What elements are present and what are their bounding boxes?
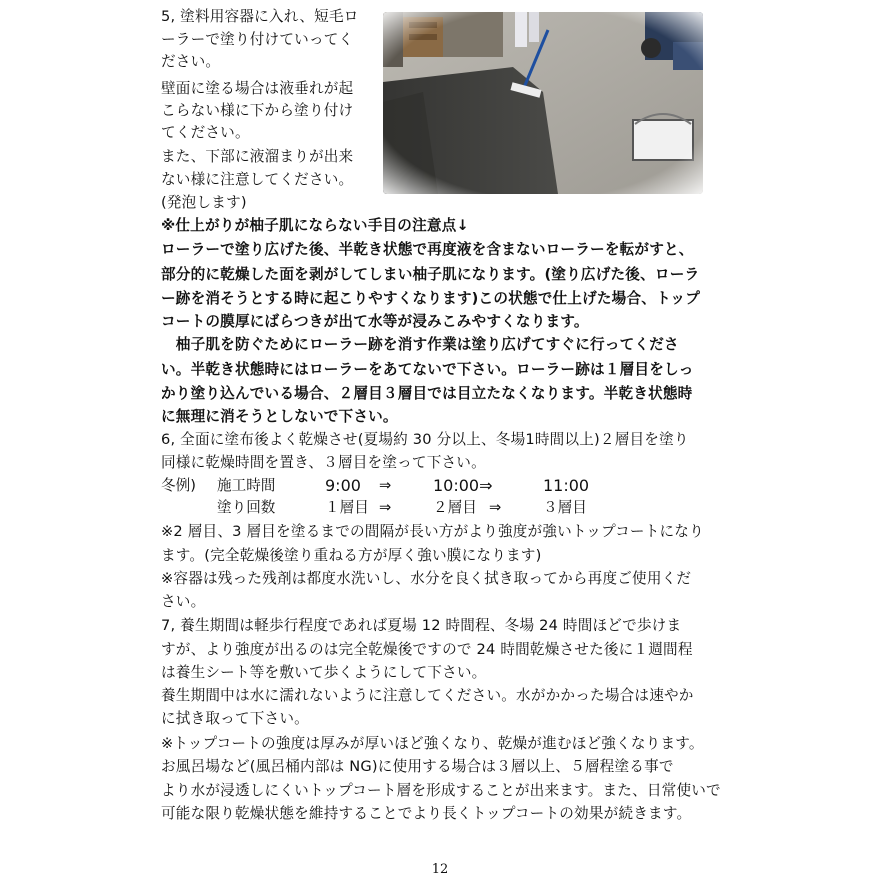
step7-line-6: ※トップコートの強度は厚みが厚いほど強くなり、乾燥が進むほど強くなります。 xyxy=(161,735,704,752)
step7-line-8: より水が浸透しにくいトップコート層を形成することが出来ます。また、日常使いで xyxy=(161,782,721,799)
caution-line-8: に無理に消そうとしないで下さい。 xyxy=(161,408,398,425)
step5-line-2: ーラーで塗り付けていってく xyxy=(161,31,354,48)
schedule-row-coats xyxy=(161,498,721,518)
caution-line-1: ローラーで塗り広げた後、半乾き状態で再度液を含まないローラーを転がすと、 xyxy=(161,241,694,258)
schedule-time-label: 施工時間 xyxy=(217,477,276,494)
schedule-arrow-2: ⇒ xyxy=(379,499,392,516)
step5-line-5: こらない様に下から塗り付け xyxy=(161,102,354,119)
schedule-row-time xyxy=(161,476,721,496)
step7-line-2: すが、より強度が出るのは完全乾燥後ですので 24 時間乾燥させた後に１週間程 xyxy=(161,641,693,658)
step7-line-1: 7, 養生期間は軽歩行程度であれば夏場 12 時間程、冬場 24 時間ほどで歩けま xyxy=(161,617,682,634)
notes-line-1: ※2 層目、3 層目を塗るまでの間隔が長い方がより強度が強いトップコートになり xyxy=(161,523,704,540)
caution-line-5: 柚子肌を防ぐためにローラー跡を消す作業は塗り広げてすぐに行ってくださ xyxy=(161,336,679,353)
step7-line-5: に拭き取って下さい。 xyxy=(161,710,309,727)
schedule-time-1: 9:00 xyxy=(325,476,361,495)
caution-line-7: かり塗り込んでいる場合、２層目３層目では目立たなくなります。半乾き状態時 xyxy=(161,385,693,402)
step5-line-3: ださい。 xyxy=(161,53,221,70)
photo-illustration xyxy=(383,12,703,194)
step6-line-2: 同様に乾燥時間を置き、３層目を塗って下さい。 xyxy=(161,454,486,471)
step5-line-4: 壁面に塗る場合は液垂れが起 xyxy=(161,80,354,97)
step7-line-9: 可能な限り乾燥状態を維持することでより長くトップコートの効果が続きます。 xyxy=(161,805,692,822)
step5-line-6: てください。 xyxy=(161,124,250,141)
schedule-time-2: 10:00⇒ xyxy=(433,476,493,495)
step5-line-9: (発泡します) xyxy=(161,194,247,211)
notes-line-4: さい。 xyxy=(161,593,206,610)
step7-line-4: 養生期間中は水に濡れないように注意してください。水がかかった場合は速やか xyxy=(161,687,694,704)
step7-line-7: お風呂場など(風呂桶内部は NG)に使用する場合は３層以上、５層程塗る事で xyxy=(161,758,674,775)
step6-line-1: 6, 全面に塗布後よく乾燥させ(夏場約 30 分以上、冬場1時間以上)２層目を塗り xyxy=(161,431,689,448)
floor-coating-photo xyxy=(383,12,703,194)
schedule-coat-3: ３層目 xyxy=(543,499,587,516)
schedule-coat-1: １層目 xyxy=(325,499,369,516)
caution-line-3: ー跡を消そうとする時に起こりやすくなります)この状態で仕上げた場合、トップ xyxy=(161,290,701,307)
step5-line-7: また、下部に液溜まりが出来 xyxy=(161,148,354,165)
schedule-arrow-3: ⇒ xyxy=(489,499,502,516)
schedule-coat-label: 塗り回数 xyxy=(217,499,276,516)
notes-line-2: ます。(完全乾燥後塗り重ねる方が厚く強い膜になります) xyxy=(161,547,542,564)
schedule-coat-2: ２層目 xyxy=(433,499,477,516)
caution-line-2: 部分的に乾燥した面を剥がしてしまい柚子肌になります。(塗り広げた後、ローラ xyxy=(161,266,700,283)
schedule-time-3: 11:00 xyxy=(543,476,590,495)
page-number: 12 xyxy=(431,862,449,877)
caution-heading: ※仕上がりが柚子肌にならない手目の注意点↓ xyxy=(161,217,469,234)
notes-line-3: ※容器は残った残剤は都度水洗いし、水分を良く拭き取ってから再度ご使用くだ xyxy=(161,570,692,587)
caution-line-4: コートの膜厚にばらつきが出て水等が浸みこみやすくなります。 xyxy=(161,313,589,330)
step5-line-1: 5, 塗料用容器に入れ、短毛ロ xyxy=(161,8,359,25)
step7-line-3: は養生シート等を敷いて歩くようにして下さい。 xyxy=(161,664,487,681)
caution-line-6: い。半乾き状態時にはローラーをあてないで下さい。ローラー跡は１層目をしっ xyxy=(161,361,694,378)
schedule-arrow-1: ⇒ xyxy=(379,477,392,494)
schedule-example-label: 冬例) xyxy=(161,477,196,494)
step5-line-8: ない様に注意してください。 xyxy=(161,171,354,188)
